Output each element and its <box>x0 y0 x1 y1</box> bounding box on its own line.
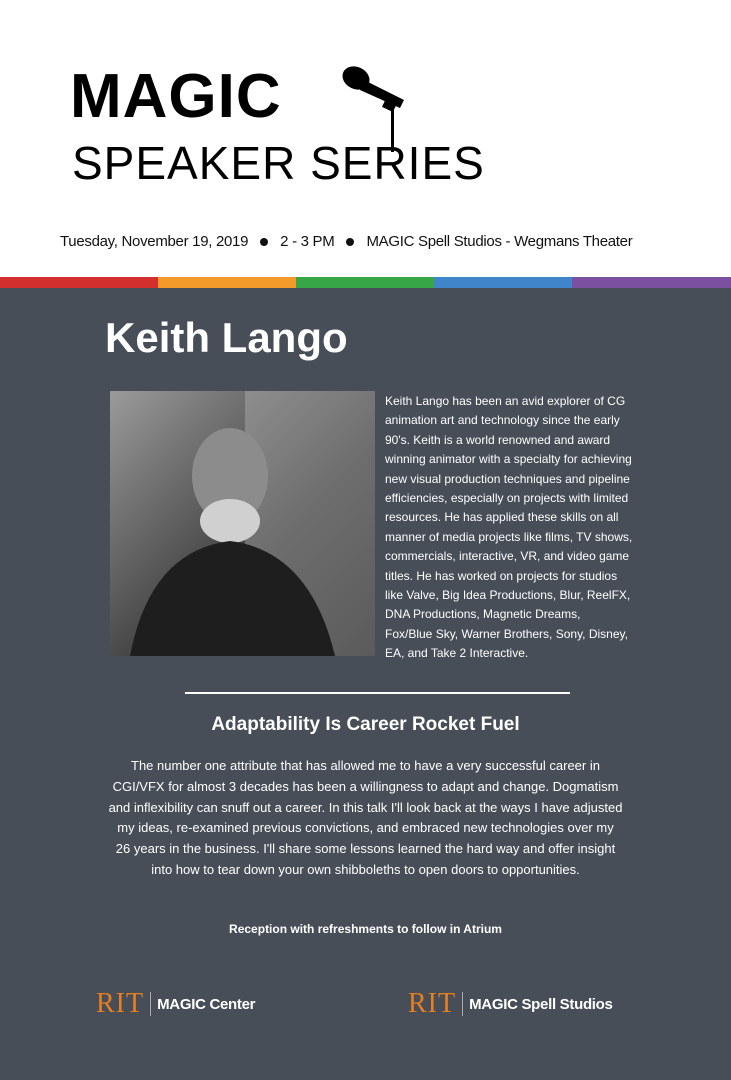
logo-separator <box>462 992 463 1016</box>
bullet-icon <box>346 238 354 246</box>
event-date: Tuesday, November 19, 2019 <box>60 233 249 250</box>
poster-header <box>0 0 731 277</box>
logo-separator <box>150 992 151 1016</box>
stripe-purple <box>572 277 731 288</box>
bio-line: manner of media projects like films, TV shows, <box>385 529 633 544</box>
bio-line: DNA Productions, Magnetic Dreams, <box>385 607 581 622</box>
abstract-line: 26 years in the business. I'll share some lessons learned the hard way and offer insight <box>115 841 616 857</box>
stripe-blue <box>434 277 572 288</box>
rit-magic-center-logo <box>96 988 255 1020</box>
rit-mark: RIT <box>408 988 457 1019</box>
divider <box>185 692 570 694</box>
bio-line: like Valve, Big Idea Productions, Blur, ReelFX, <box>385 588 631 603</box>
bio-line: winning animator with a specialty for achieving <box>385 452 632 467</box>
rit-mark: RIT <box>96 988 145 1019</box>
talk-abstract <box>0 756 731 881</box>
bio-line: commercials, interactive, VR, and video game <box>385 549 630 564</box>
bio-line: animation art and technology since the early <box>385 413 620 428</box>
stripe-green <box>296 277 434 288</box>
logo-name: MAGIC Center <box>157 995 256 1013</box>
talk-title: Adaptability Is Career Rocket Fuel <box>211 714 520 735</box>
abstract-line: into how to tear down your own shibboleths to open doors to opportunities. <box>151 861 580 877</box>
bio-line: resources. He has applied these skills on all <box>385 510 619 525</box>
abstract-line: The number one attribute that has allowed me to have a very successful career in <box>131 758 600 773</box>
bio-line: efficiencies, especially on projects with limited <box>385 491 629 506</box>
bio-line: EA, and Take 2 Interactive. <box>385 646 529 661</box>
series-title-speaker-series: SPEAKER SERIES <box>72 137 485 189</box>
speaker-photo <box>110 391 375 656</box>
speaker-name: Keith Lango <box>105 314 348 361</box>
color-stripes <box>0 277 731 288</box>
event-time: 2 - 3 PM <box>280 233 335 250</box>
bio-line: titles. He has worked on projects for studios <box>385 568 618 583</box>
speaker-bio <box>385 392 645 664</box>
series-title-magic: MAGIC <box>70 62 282 131</box>
logo-name: MAGIC Spell Studios <box>469 995 613 1013</box>
speaker-portrait-icon <box>110 391 375 656</box>
abstract-line: my ideas, re-examined previous convictions, and embraced new technologies over my <box>117 820 614 836</box>
bio-line: new visual production techniques and pipeline <box>385 471 630 486</box>
stripe-orange <box>158 277 296 288</box>
event-location: MAGIC Spell Studios - Wegmans Theater <box>366 233 633 250</box>
abstract-line: CGI/VFX for almost 3 decades has been a willingness to adapt and change. Dogmatism <box>112 778 619 794</box>
bio-line: 90's. Keith is a world renowned and award <box>385 432 611 447</box>
abstract-line: and inflexibility can snuff out a career. In this talk I'll look back at the ways I have adjusted <box>108 799 623 815</box>
stripe-red <box>0 277 158 288</box>
event-info <box>60 233 632 250</box>
bio-line: Fox/Blue Sky, Warner Brothers, Sony, Disney, <box>385 626 628 641</box>
bullet-icon <box>260 238 268 246</box>
reception-note: Reception with refreshments to follow in Atrium <box>229 922 502 936</box>
bio-line: Keith Lango has been an avid explorer of CG <box>385 394 626 408</box>
rit-magic-spell-studios-logo <box>408 988 613 1020</box>
